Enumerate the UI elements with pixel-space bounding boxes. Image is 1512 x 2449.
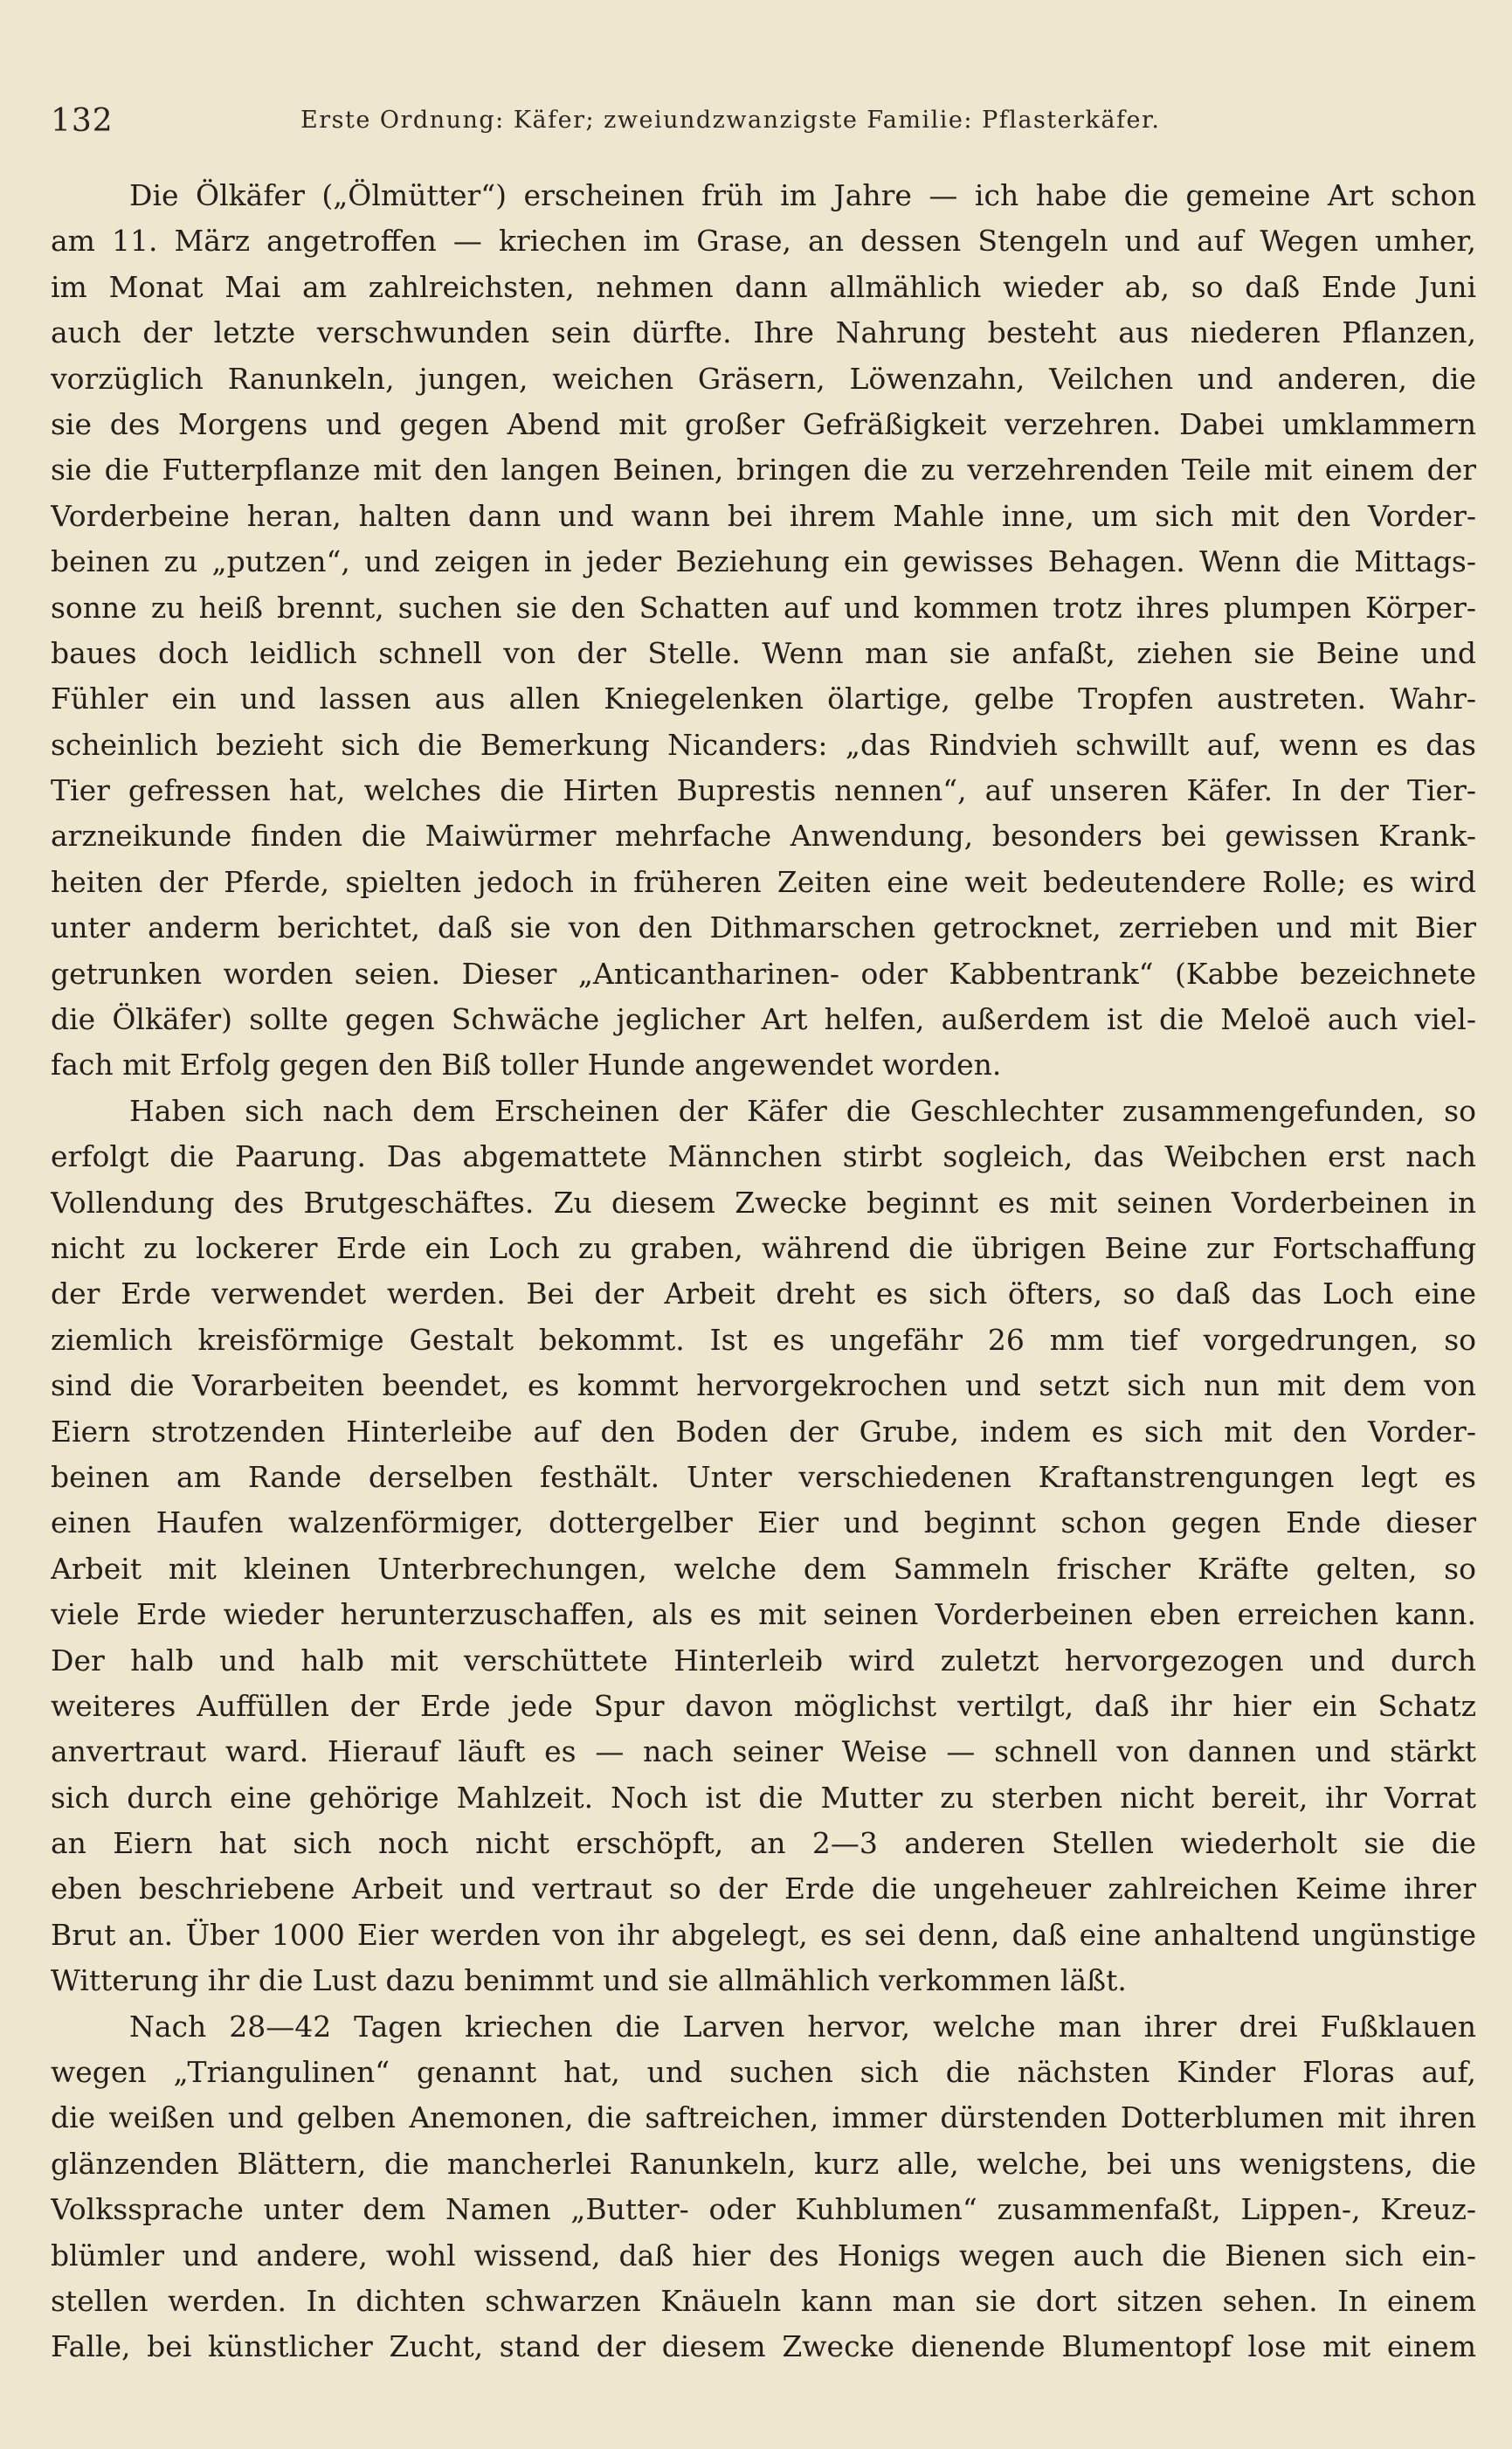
text-line: blümler und andere, wohl wissend, daß hier des Honigs wegen auch die Bienen sich ein-	[51, 2238, 1476, 2273]
text-line: stellen werden. In dichten schwarzen Knäueln kann man sie dort sitzen sehen. In einem	[51, 2283, 1476, 2318]
text-line: Vollendung des Brutgeschäftes. Zu diesem Zwecke beginnt es mit seinen Vorderbeinen in	[51, 1185, 1476, 1220]
text-line: im Monat Mai am zahlreichsten, nehmen dann allmählich wieder ab, so daß Ende Juni	[51, 269, 1476, 304]
text-line: Brut an. Über 1000 Eier werden von ihr abgelegt, es sei denn, daß eine anhaltend ungünstige	[51, 1917, 1476, 1952]
text-line: getrunken worden seien. Dieser „Anticantharinen- oder Kabbentrank“ (Kabbe bezeichnete	[51, 956, 1476, 991]
body-text	[51, 173, 1476, 2370]
text-line: Tier gefressen hat, welches die Hirten Buprestis nennen“, auf unseren Käfer. In der Tier-	[51, 773, 1476, 808]
text-line: die weißen und gelben Anemonen, die saftreichen, immer dürstenden Dotterblumen mit ihren	[51, 2100, 1476, 2135]
text-line: Vorderbeine heran, halten dann und wann bei ihrem Mahle inne, um sich mit den Vorder-	[51, 498, 1476, 533]
text-line: sonne zu heiß brennt, suchen sie den Schatten auf und kommen trotz ihres plumpen Körper-	[51, 590, 1476, 625]
text-line: sie des Morgens und gegen Abend mit großer Gefräßigkeit verzehren. Dabei umklammern	[51, 406, 1476, 441]
text-line: beinen zu „putzen“, und zeigen in jeder Beziehung ein gewisses Behagen. Wenn die Mittags-	[51, 544, 1476, 579]
text-line: Nach 28—42 Tagen kriechen die Larven hervor, welche man ihrer drei Fußklauen	[129, 2009, 1476, 2044]
text-line: baues doch leidlich schnell von der Stelle. Wenn man sie anfaßt, ziehen sie Beine und	[51, 635, 1476, 670]
text-line: Volkssprache unter dem Namen „Butter- oder Kuhblumen“ zusammenfaßt, Lippen-, Kreuz-	[51, 2192, 1476, 2227]
text-line: beinen am Rande derselben festhält. Unter verschiedenen Kraftanstrengungen legt es	[51, 1459, 1476, 1494]
text-line: die Ölkäfer) sollte gegen Schwäche jeglicher Art helfen, außerdem ist die Meloë auch viel-	[51, 1002, 1476, 1037]
text-line: auch der letzte verschwunden sein dürfte. Ihre Nahrung besteht aus niederen Pflanzen,	[51, 315, 1476, 350]
text-line: Eiern strotzenden Hinterleibe auf den Boden der Grube, indem es sich mit den Vorder-	[51, 1414, 1476, 1449]
text-line: Der halb und halb mit verschüttete Hinterleib wird zuletzt hervorgezogen und durch	[51, 1643, 1476, 1678]
text-line: anvertraut ward. Hierauf läuft es — nach seiner Weise — schnell von dannen und stärkt	[51, 1734, 1476, 1769]
paragraph	[51, 2004, 1476, 2370]
text-line: eben beschriebene Arbeit und vertraut so der Erde die ungeheuer zahlreichen Keime ihrer	[51, 1871, 1476, 1906]
text-line: einen Haufen walzenförmiger, dottergelber Eier und beginnt schon gegen Ende dieser	[51, 1505, 1476, 1540]
text-line: nicht zu lockerer Erde ein Loch zu graben, während die übrigen Beine zur Fortschaffung	[51, 1230, 1476, 1265]
text-line: glänzenden Blättern, die mancherlei Ranunkeln, kurz alle, welche, bei uns wenigstens, die	[51, 2146, 1476, 2181]
text-line: heiten der Pferde, spielten jedoch in früheren Zeiten eine weit bedeutendere Rolle; es wird	[51, 864, 1476, 899]
page-header	[51, 103, 1477, 147]
text-line: fach mit Erfolg gegen den Biß toller Hunde angewendet worden.	[51, 1048, 1002, 1083]
paragraph	[51, 1089, 1476, 2004]
text-line: sie die Futterpflanze mit den langen Beinen, bringen die zu verzehrenden Teile mit einem der	[51, 453, 1476, 488]
text-line: weiteres Auffüllen der Erde jede Spur davon möglichst vertilgt, daß ihr hier ein Schatz	[51, 1688, 1476, 1723]
text-line: Die Ölkäfer („Ölmütter“) erscheinen früh im Jahre — ich habe die gemeine Art schon	[129, 178, 1476, 212]
page-number: 132	[51, 103, 114, 139]
text-line: Fühler ein und lassen aus allen Kniegelenken ölartige, gelbe Tropfen austreten. Wahr-	[51, 681, 1476, 716]
text-line: scheinlich bezieht sich die Bemerkung Nicanders: „das Rindvieh schwillt auf, wenn es das	[51, 727, 1476, 762]
text-line: an Eiern hat sich noch nicht erschöpft, an 2—3 anderen Stellen wiederholt sie die	[51, 1826, 1476, 1861]
text-line: Witterung ihr die Lust dazu benimmt und sie allmählich verkommen läßt.	[51, 1963, 1127, 1998]
text-line: Falle, bei künstlicher Zucht, stand der diesem Zwecke dienende Blumentopf lose mit einem	[51, 2329, 1476, 2364]
text-line: unter anderm berichtet, daß sie von den Dithmarschen getrocknet, zerrieben und mit Bier	[51, 910, 1476, 945]
text-line: der Erde verwendet werden. Bei der Arbeit dreht es sich öfters, so daß das Loch eine	[51, 1276, 1476, 1311]
text-line: viele Erde wieder herunterzuschaffen, als es mit seinen Vorderbeinen eben erreichen kann.	[51, 1597, 1476, 1632]
text-line: am 11. März angetroffen — kriechen im Grase, an dessen Stengeln und auf Wegen umher,	[51, 224, 1476, 259]
text-line: wegen „Triangulinen“ genannt hat, und suchen sich die nächsten Kinder Floras auf,	[51, 2055, 1476, 2090]
text-line: Haben sich nach dem Erscheinen der Käfer die Geschlechter zusammengefunden, so	[129, 1093, 1476, 1128]
text-line: Arbeit mit kleinen Unterbrechungen, welche dem Sammeln frischer Kräfte gelten, so	[51, 1551, 1476, 1586]
text-line: ziemlich kreisförmige Gestalt bekommt. Ist es ungefähr 26 mm tief vorgedrungen, so	[51, 1322, 1476, 1357]
text-line: sich durch eine gehörige Mahlzeit. Noch ist die Mutter zu sterben nicht bereit, ihr Vorrat	[51, 1780, 1476, 1815]
running-head: Erste Ordnung: Käfer; zweiundzwanzigste Familie: Pflasterkäfer.	[300, 107, 1161, 134]
text-line: sind die Vorarbeiten beendet, es kommt hervorgekrochen und setzt sich nun mit dem von	[51, 1368, 1476, 1403]
paragraph	[51, 173, 1476, 1089]
text-line: vorzüglich Ranunkeln, jungen, weichen Gräsern, Löwenzahn, Veilchen und anderen, die	[51, 361, 1476, 396]
text-line: arzneikunde finden die Maiwürmer mehrfache Anwendung, besonders bei gewissen Krank-	[51, 819, 1476, 854]
text-line: erfolgt die Paarung. Das abgemattete Männchen stirbt sogleich, das Weibchen erst nach	[51, 1139, 1476, 1174]
